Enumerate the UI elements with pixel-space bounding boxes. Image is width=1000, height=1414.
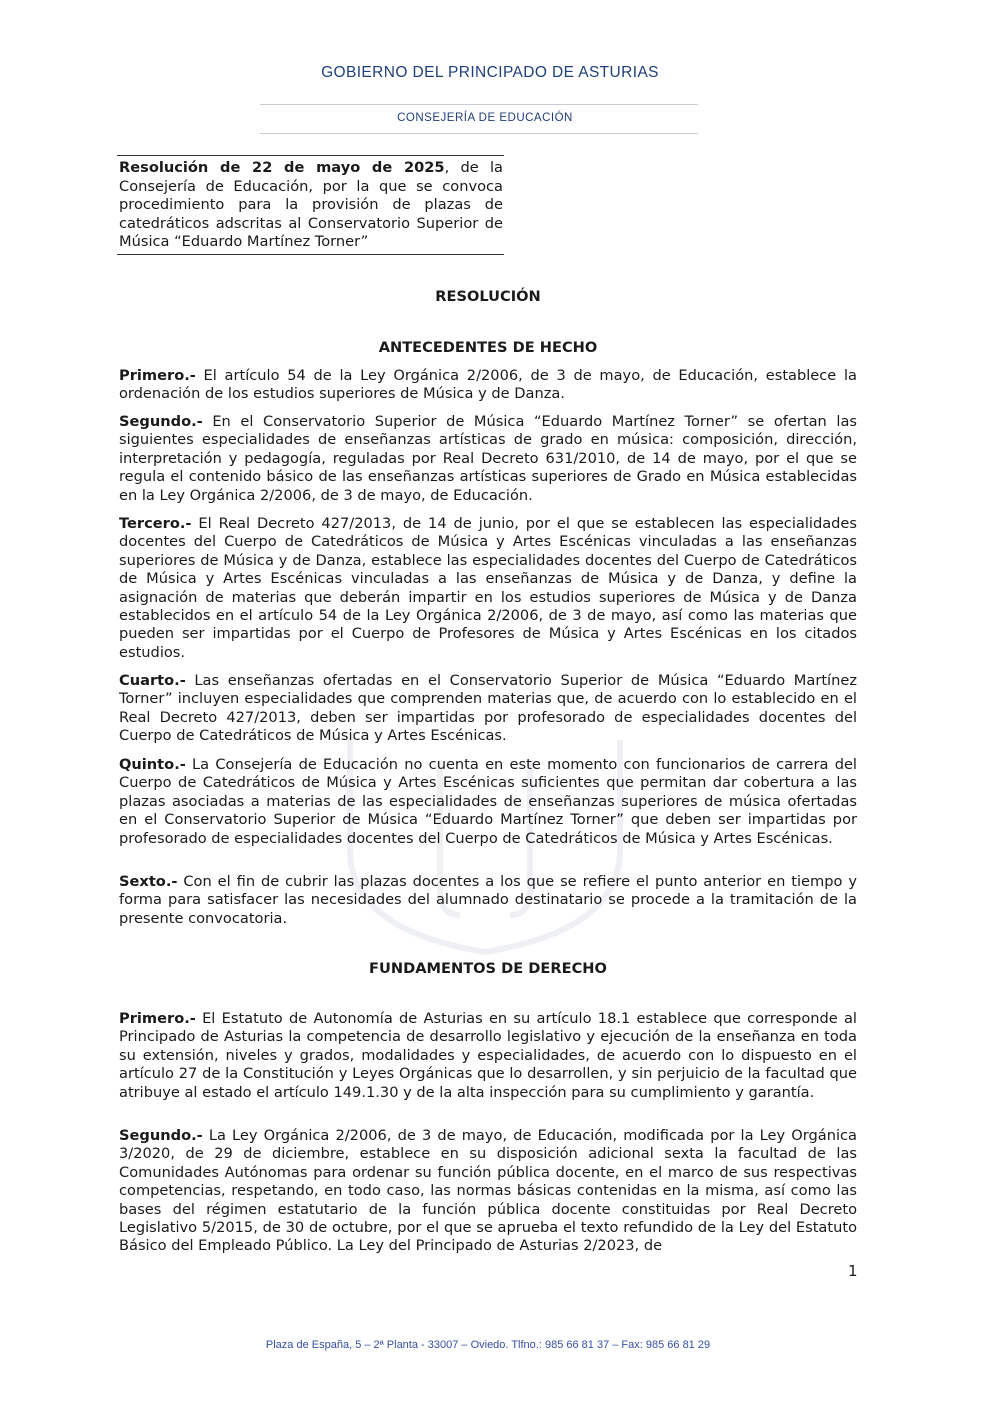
fundamento-primero	[119, 1010, 857, 1102]
page-number: 1	[848, 1262, 858, 1280]
paragraph-label: Sexto.-	[119, 873, 178, 890]
paragraph-label: Cuarto.-	[119, 672, 186, 689]
footer-address: Plaza de España, 5 – 2ª Planta - 33007 – Oviedo. Tlfno.: 985 66 81 37 – Fax: 985 66 81 29	[265, 1339, 711, 1351]
resolution-title: Resolución de 22 de mayo de 2025	[119, 159, 445, 176]
header-title: GOBIERNO DEL PRINCIPADO DE ASTURIAS	[321, 64, 659, 81]
antecedente-segundo	[119, 413, 857, 505]
paragraph-text: El Estatuto de Autonomía de Asturias en su artículo 18.1 establece que corresponde al Principado de Asturias la competencia de desarrollo legislativo y ejecución de la enseñanza en toda su extensión, niveles y grados, modalidades y especialidades, de acuerdo con lo dispuesto en el artículo 27 de la Constitución y Leyes Orgánicas que lo desarrollen, y sin perjuicio de la facultad que atribuye al estado el artículo 149.1.30 y de la alta inspección para su cumplimiento y garantía.	[119, 1010, 857, 1101]
heading-fundamentos: FUNDAMENTOS DE DERECHO	[369, 960, 607, 977]
antecedente-primero	[119, 367, 857, 404]
header-divider-top	[260, 104, 698, 105]
heading-antecedentes: ANTECEDENTES DE HECHO	[378, 339, 598, 356]
paragraph-text: El artículo 54 de la Ley Orgánica 2/2006, de 3 de mayo, de Educación, establece la ordenación de los estudios superiores de Música y de Danza.	[119, 367, 857, 403]
heading-resolucion: RESOLUCIÓN	[435, 288, 541, 305]
paragraph-label: Primero.-	[119, 1010, 196, 1027]
paragraph-text: La Consejería de Educación no cuenta en este momento con funcionarios de carrera del Cuerpo de Catedráticos de Música y Artes Escénicas suficientes que permitan dar cobertura a las plazas asociadas a materias de las especialidades de enseñanzas superiores de música ofertadas en el Conservatorio Superior de Música “Eduardo Martínez Torner” que deben ser impartidas por profesorado de especialidades docentes del Cuerpo de Catedráticos de Música y Artes Escénicas.	[119, 756, 857, 847]
paragraph-text: En el Conservatorio Superior de Música “Eduardo Martínez Torner” se ofertan las siguientes especialidades de enseñanzas artísticas de grado en música: composición, dirección, interpretación y pedagogía, reguladas por Real Decreto 631/2010, de 14 de mayo, por el que se regula el contenido básico de las enseñanzas artísticas superiores de Grado en Música establecidas en la Ley Orgánica 2/2006, de 3 de mayo, de Educación.	[119, 413, 857, 504]
antecedente-tercero	[119, 515, 857, 662]
paragraph-label: Quinto.-	[119, 756, 186, 773]
header-subtitle: CONSEJERÍA DE EDUCACIÓN	[397, 112, 573, 124]
paragraph-label: Tercero.-	[119, 515, 192, 532]
paragraph-label: Segundo.-	[119, 413, 203, 430]
paragraph-text: Las enseñanzas ofertadas en el Conservatorio Superior de Música “Eduardo Martínez Torner” incluyen especialidades que comprenden materias que, de acuerdo con lo establecido en el Real Decreto 427/2013, deben ser impartidas por profesorado de especialidades docentes del Cuerpo de Catedráticos de Música y Artes Escénicas.	[119, 672, 857, 745]
antecedente-quinto	[119, 756, 857, 848]
paragraph-label: Primero.-	[119, 367, 196, 384]
antecedente-sexto	[119, 873, 857, 928]
header-divider-bottom	[260, 133, 698, 134]
paragraph-text: La Ley Orgánica 2/2006, de 3 de mayo, de Educación, modificada por la Ley Orgánica 3/2020, de 29 de diciembre, establece en su disposición adicional sexta la facultad de las Comunidades Autónomas para ordenar su función pública docente, en el marco de sus respectivas competencias, respetando, en todo caso, las normas básicas contenidas en la misma, así como las bases del régimen estatutario de la función pública docente constituidas por Real Decreto Legislativo 5/2015, de 30 de octubre, por el que se aprueba el texto refundido de la Ley del Estatuto Básico del Empleado Público. La Ley del Principado de Asturias 2/2023, de	[119, 1127, 857, 1255]
paragraph-label: Segundo.-	[119, 1127, 203, 1144]
resolution-summary	[117, 155, 504, 255]
paragraph-text: El Real Decreto 427/2013, de 14 de junio, por el que se establecen las especialidades docentes del Cuerpo de Catedráticos de Música y Artes Escénicas vinculadas a las enseñanzas superiores de Música y de Danza, establece las especialidades docentes del Cuerpo de Catedráticos de Música y Artes Escénicas vinculadas a las enseñanzas de Música y de Danza, y define la asignación de materias que deberán impartir en los estudios superiores de Música y de Danza establecidos en el artículo 54 de la Ley Orgánica 2/2006, de 3 de mayo, así como las materias que pueden ser impartidas por el Cuerpo de Profesores de Música y Artes Escénicas en los citados estudios.	[119, 515, 857, 661]
paragraph-text: Con el fin de cubrir las plazas docentes a los que se refiere el punto anterior en tiempo y forma para satisfacer las necesidades del alumnado destinatario se procede a la tramitación de la presente convocatoria.	[119, 873, 857, 927]
antecedente-cuarto	[119, 672, 857, 746]
fundamento-segundo	[119, 1127, 857, 1256]
resolution-description: , de la Consejería de Educación, por la que se convoca procedimiento para la provisión de plazas de catedráticos adscritas al Conservatorio Superior de Música “Eduardo Martínez Torner”	[119, 159, 503, 251]
